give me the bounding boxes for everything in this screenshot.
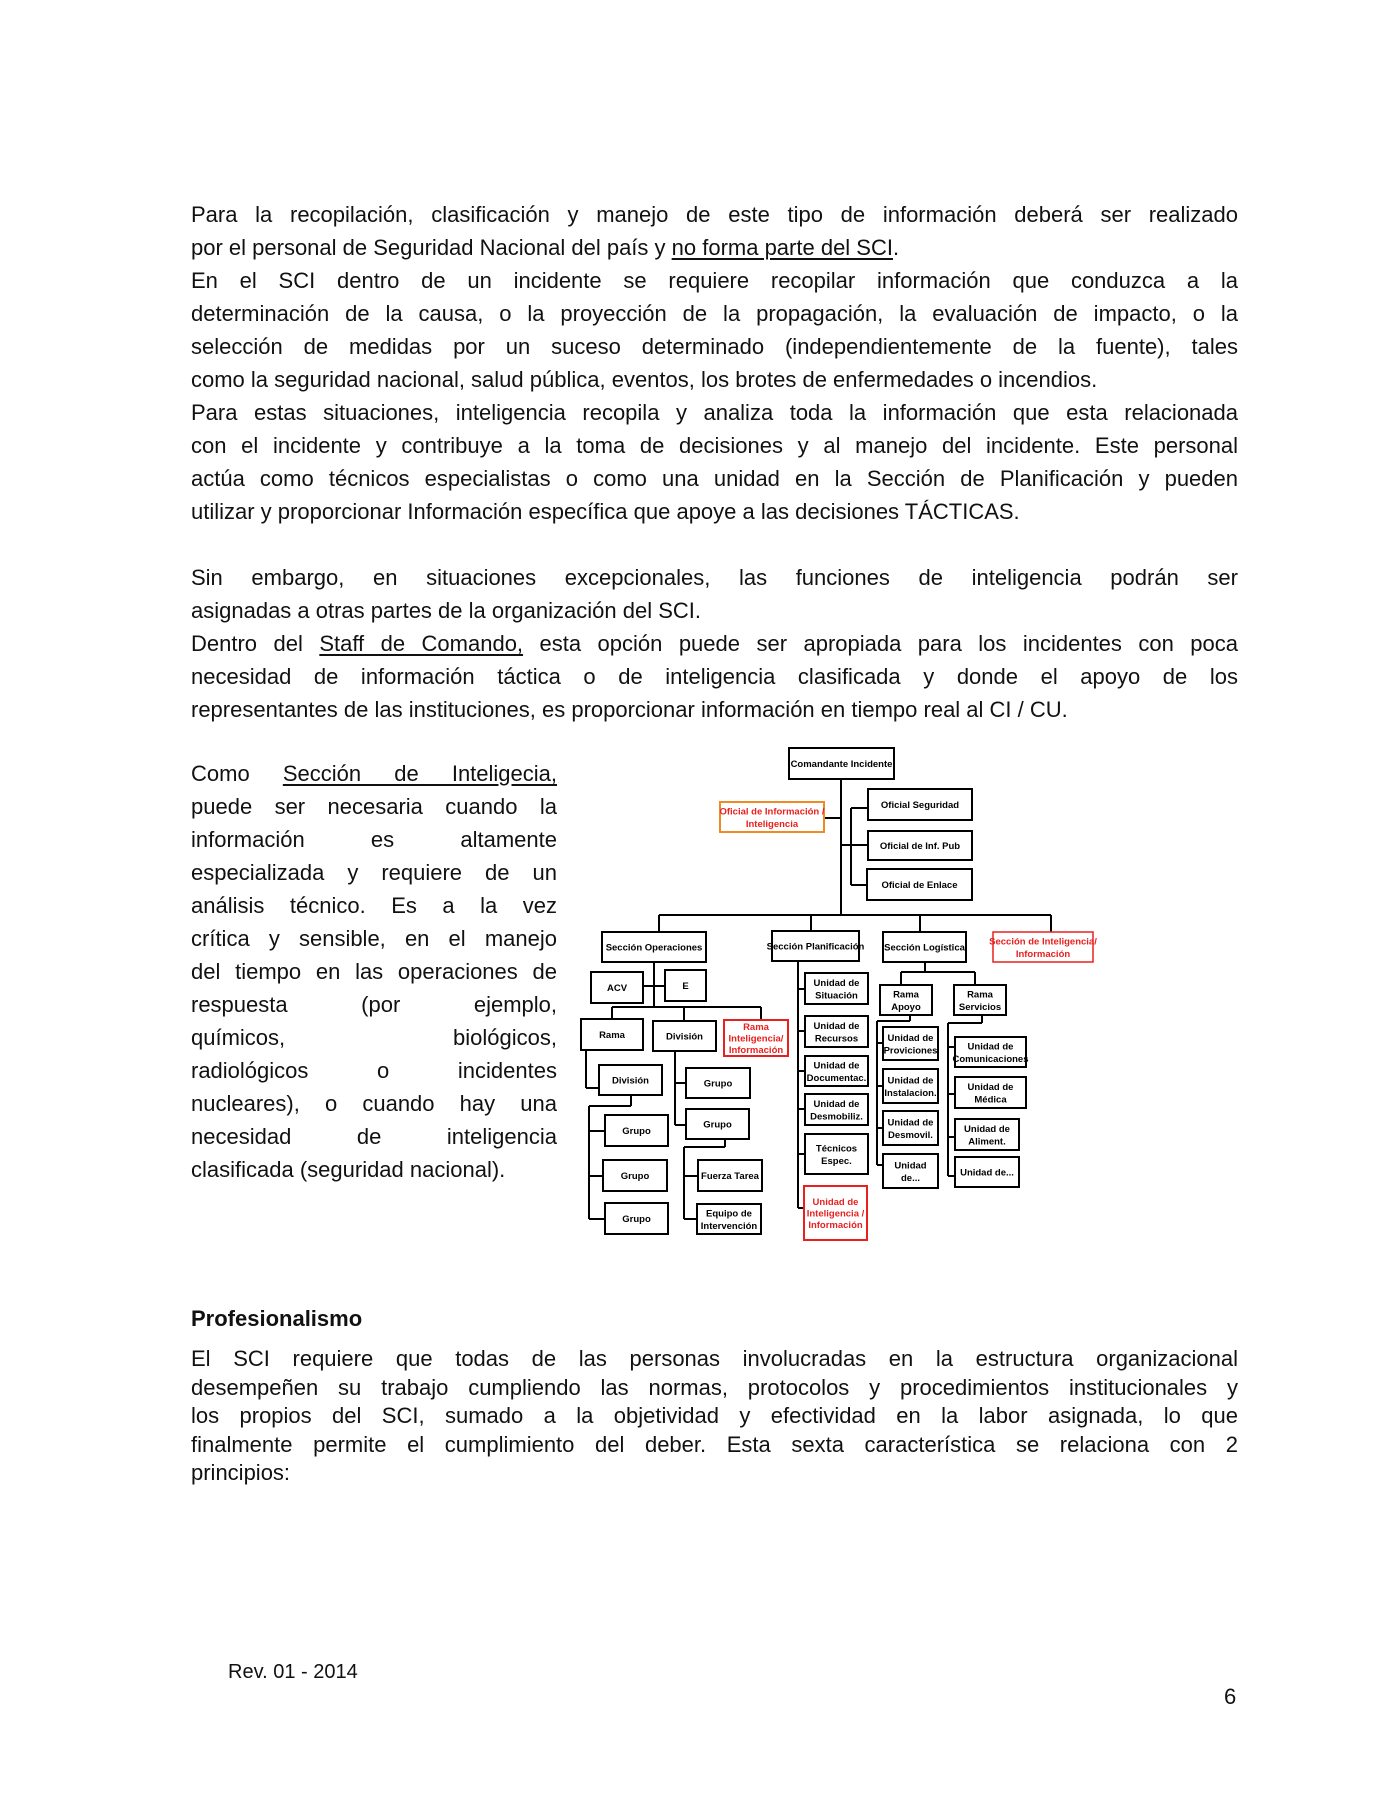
- org-node-oficial-info: [719, 802, 824, 832]
- org-node-label: ACV: [606, 983, 628, 994]
- section-heading: Profesionalismo: [191, 1306, 363, 1331]
- text-line: clasificada (seguridad nacional).: [191, 1157, 506, 1182]
- org-node-label: Proviciones: [883, 1045, 938, 1057]
- org-node-label: Unidad de: [887, 1075, 934, 1087]
- org-node-rama-inteligencia: [724, 1020, 788, 1056]
- paragraph-profesionalismo: [191, 1345, 1238, 1488]
- page-number: 6: [1224, 1684, 1237, 1709]
- text-line: nucleares), o cuando hay una: [191, 1091, 557, 1116]
- org-node-tecnicos-espec: [805, 1134, 868, 1174]
- org-node-equipo-intervencion: [697, 1204, 761, 1234]
- text-line: los propios del SCI, sumado a la objetividad y efectividad en la labor asignada, lo que: [191, 1403, 1238, 1429]
- text-line: Como Sección de Inteligecia,: [191, 761, 557, 786]
- org-node-label: Apoyo: [891, 1001, 921, 1013]
- org-node-label: Aliment.: [968, 1136, 1006, 1148]
- text-line: Sin embargo, en situaciones excepcionales, las funciones de inteligencia podrán ser: [191, 565, 1238, 590]
- org-node-label: Grupo: [622, 1214, 651, 1225]
- org-node-unidad-aliment: [955, 1119, 1019, 1150]
- org-node-unidad-de-servicios-4: [955, 1157, 1019, 1187]
- org-node-label: División: [612, 1075, 649, 1087]
- text-line: como la seguridad nacional, salud pública, eventos, los brotes de enfermedades o incendios.: [191, 367, 1098, 392]
- org-node-unidad-inteligencia: [804, 1186, 867, 1240]
- text-line: representantes de las instituciones, es proporcionar información en tiempo real al CI / CU.: [191, 697, 1068, 722]
- org-node-label: Unidad de: [813, 1020, 860, 1032]
- org-node-label: Instalacion.: [884, 1087, 937, 1099]
- org-node-label: Fuerza Tarea: [701, 1171, 759, 1182]
- org-node-label: Inteligencia/: [728, 1033, 784, 1045]
- org-node-grupo-r2: [686, 1109, 749, 1139]
- org-node-label: Unidad de: [887, 1117, 934, 1129]
- org-node-label: Sección de Inteligencia/: [989, 936, 1097, 948]
- text-line: Dentro del Staff de Comando, esta opción puede ser apropiada para los incidentes con poca: [191, 631, 1238, 656]
- text-line: especializada y requiere de un: [191, 860, 557, 885]
- text-line: desempeñen su trabajo cumpliendo las normas, protocolos y procedimientos institucionales y: [191, 1374, 1238, 1400]
- text-line: El SCI requiere que todas de las personas involucradas en la estructura organizacional: [191, 1346, 1238, 1371]
- underlined-text: no forma parte del SCI: [671, 235, 893, 260]
- org-node-label: Unidad de: [813, 1060, 860, 1072]
- org-node-label: Sección Operaciones: [605, 942, 703, 954]
- org-node-label: Grupo: [703, 1078, 733, 1090]
- text-line: radiológicos o incidentes: [191, 1058, 557, 1083]
- org-node-e: [665, 970, 706, 1001]
- org-node-label: Técnicos: [815, 1143, 858, 1155]
- org-node-label: Equipo de: [706, 1208, 752, 1220]
- org-node-label: Unidad de: [964, 1123, 1010, 1135]
- org-node-label: Unidad de: [812, 1197, 859, 1208]
- text-line: necesidad de inteligencia: [191, 1124, 557, 1149]
- text-line: utilizar y proporcionar Información específica que apoye a las decisiones TÁCTICAS.: [191, 499, 1020, 524]
- text-line: con el incidente y contribuye a la toma de decisiones y al manejo del incidente. Este personal: [191, 433, 1238, 458]
- org-node-grupo-l3: [605, 1203, 668, 1234]
- org-node-label: Comandante Incidente: [790, 759, 893, 770]
- text-line: determinación de la causa, o la proyección de la propagación, la evaluación de impacto, o la: [191, 301, 1238, 326]
- org-node-rama-servicios: [954, 985, 1006, 1015]
- text-line: En el SCI dentro de un incidente se requiere recopilar información que conduzca a la: [191, 268, 1238, 293]
- org-node-rama-apoyo: [880, 985, 932, 1015]
- org-node-label: Desmovil.: [888, 1129, 933, 1141]
- org-node-label: Información: [808, 1220, 863, 1231]
- text-line: principios:: [191, 1460, 291, 1486]
- org-node-label: Información: [728, 1045, 784, 1056]
- org-node-label: Espec.: [821, 1155, 852, 1167]
- org-node-unidad-comunicaciones: [952, 1037, 1028, 1067]
- text-line: crítica y sensible, en el manejo: [191, 926, 557, 951]
- text-line: del tiempo en las operaciones de: [191, 959, 557, 984]
- org-chart-nodes: [581, 748, 1097, 1240]
- org-node-unidad-recursos: [805, 1016, 868, 1047]
- org-node-label: E: [682, 981, 689, 992]
- org-node-division-2: [599, 1065, 662, 1095]
- text-line: finalmente permite el cumplimiento del deber. Esta sexta característica se relaciona con 2: [191, 1431, 1238, 1457]
- text-line: por el personal de Seguridad Nacional del país y no forma parte del SCI.: [191, 235, 900, 260]
- org-node-label: Información: [1015, 948, 1071, 960]
- org-node-unidad-proviciones: [883, 1027, 938, 1060]
- org-node-sec-logistica: [883, 932, 966, 962]
- org-node-grupo-l2: [603, 1160, 667, 1191]
- org-node-label: Unidad de...: [960, 1167, 1014, 1179]
- org-node-label: Unidad de: [813, 977, 860, 989]
- org-node-label: Unidad de: [967, 1041, 1014, 1053]
- org-node-oficial-seguridad: [868, 789, 972, 820]
- org-node-grupo-l1: [605, 1115, 668, 1146]
- org-node-label: Oficial de Información /: [719, 806, 825, 818]
- org-node-label: Servicios: [958, 1001, 1002, 1013]
- text-line: necesidad de información táctica o de inteligencia clasificada y donde el apoyo de los: [191, 664, 1238, 689]
- org-node-label: Inteligencia /: [806, 1208, 865, 1220]
- org-node-unidad-instalacion: [883, 1069, 938, 1103]
- org-node-label: Situación: [815, 990, 858, 1002]
- org-node-unidad-documentac: [805, 1056, 868, 1086]
- org-node-label: Oficial Seguridad: [880, 800, 960, 811]
- text-line: respuesta (por ejemplo,: [191, 992, 557, 1017]
- revision-label: Rev. 01 - 2014: [228, 1661, 358, 1683]
- org-node-label: Unidad: [894, 1160, 927, 1172]
- org-node-unidad-situacion: [805, 973, 868, 1004]
- org-node-grupo-r1: [686, 1068, 750, 1098]
- org-node-label: Sección Planificación: [766, 941, 865, 953]
- org-node-comandante: [789, 748, 894, 779]
- org-node-label: de...: [900, 1172, 921, 1184]
- org-node-label: División: [666, 1031, 703, 1043]
- text-line: análisis técnico. Es a la vez: [191, 893, 557, 918]
- org-node-label: Oficial de Inf. Pub: [879, 841, 961, 852]
- org-node-label: Médica: [974, 1094, 1007, 1106]
- org-node-label: Comunicaciones: [952, 1053, 1029, 1065]
- org-node-unidad-desmobiliz: [805, 1094, 868, 1125]
- org-node-label: Recursos: [814, 1033, 859, 1045]
- text-line: selección de medidas por un suceso determinado (independientemente de la fuente), tales: [191, 334, 1238, 359]
- text-line: puede ser necesaria cuando la: [191, 794, 557, 819]
- org-node-label: Grupo: [620, 1171, 650, 1182]
- org-node-label: Documentac.: [806, 1072, 867, 1084]
- org-node-unidad-de-apoyo-4: [883, 1154, 938, 1188]
- org-node-unidad-desmovil: [883, 1111, 938, 1145]
- org-node-label: Unidad de: [813, 1098, 860, 1110]
- text-line: asignadas a otras partes de la organización del SCI.: [191, 598, 701, 623]
- org-node-oficial-inf-pub: [868, 831, 972, 860]
- underlined-text: Sección de Inteligecia,: [282, 761, 557, 786]
- org-node-unidad-medica: [955, 1077, 1026, 1108]
- org-node-oficial-enlace: [867, 869, 972, 900]
- org-node-label: Grupo: [703, 1119, 732, 1131]
- org-node-division: [653, 1021, 716, 1051]
- org-node-acv: [591, 972, 643, 1003]
- org-node-label: Grupo: [622, 1126, 651, 1137]
- org-node-label: Oficial de Enlace: [881, 880, 958, 891]
- org-node-rama: [581, 1019, 643, 1050]
- org-node-label: Unidad de: [967, 1081, 1014, 1093]
- org-node-label: Rama: [893, 989, 919, 1001]
- org-node-label: Rama: [743, 1022, 769, 1033]
- org-node-label: Intervención: [700, 1220, 758, 1232]
- org-node-label: Unidad de: [887, 1032, 934, 1044]
- org-node-label: Rama: [967, 989, 993, 1001]
- text-line: Para la recopilación, clasificación y manejo de este tipo de información deberá ser realizado: [191, 202, 1238, 227]
- underlined-text: Staff de Comando,: [319, 631, 524, 656]
- text-line: información es altamente: [191, 827, 557, 852]
- text-line: químicos, biológicos,: [191, 1025, 557, 1050]
- org-node-label: Desmobiliz.: [810, 1111, 863, 1123]
- org-node-sec-inteligencia: [989, 932, 1097, 962]
- text-line: actúa como técnicos especialistas o como una unidad en la Sección de Planificación y pueden: [191, 466, 1238, 491]
- org-node-fuerza-tarea: [698, 1160, 762, 1191]
- org-node-label: Sección Logística: [884, 942, 965, 954]
- org-node-sec-planificacion: [767, 931, 865, 961]
- org-node-sec-operaciones: [602, 932, 706, 962]
- org-node-label: Rama: [599, 1030, 625, 1041]
- org-node-label: Inteligencia: [745, 818, 799, 830]
- text-line: Para estas situaciones, inteligencia recopila y analiza toda la información que esta relacionada: [191, 400, 1238, 425]
